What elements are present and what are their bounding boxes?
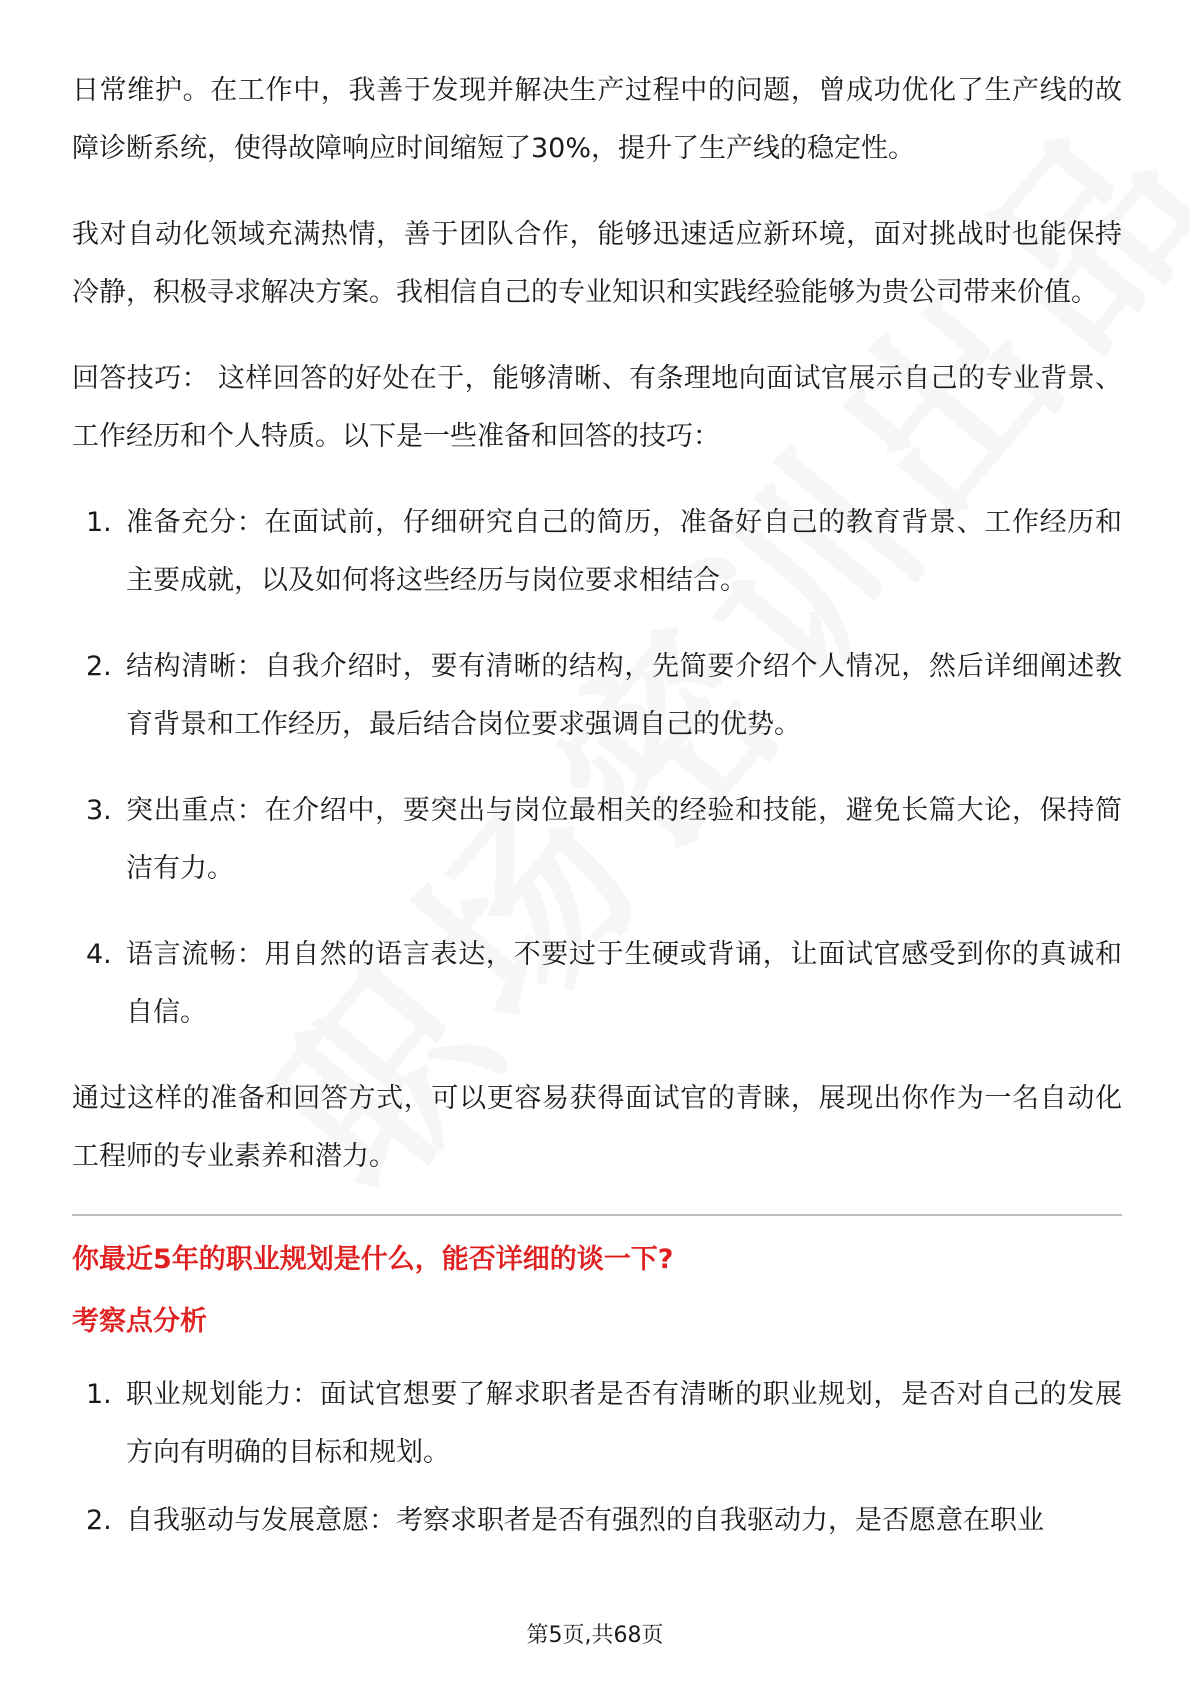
list-number: 2. [86, 651, 112, 682]
list-item [72, 782, 1122, 898]
divider [72, 1214, 1122, 1216]
list-item [72, 638, 1122, 754]
list-item [72, 494, 1122, 610]
list-number: 4. [86, 939, 112, 970]
list-number: 1. [86, 507, 112, 538]
list-text: 职业规划能力：面试官想要了解求职者是否有清晰的职业规划，是否对自己的发展方向有明确的目标和规划。 [126, 1379, 1122, 1468]
list-number: 2. [86, 1505, 112, 1536]
conclusion-paragraph: 通过这样的准备和回答方式，可以更容易获得面试官的青睐，展现出你作为一名自动化工程师的专业素养和潜力。 [72, 1083, 1122, 1172]
list-text: 突出重点：在介绍中，要突出与岗位最相关的经验和技能，避免长篇大论，保持简洁有力。 [126, 795, 1122, 884]
analysis-list [72, 1366, 1122, 1550]
paragraph: 日常维护。在工作中，我善于发现并解决生产过程中的问题，曾成功优化了生产线的故障诊断系统，使得故障响应时间缩短了30%，提升了生产线的稳定性。 [72, 75, 1122, 164]
list-text: 结构清晰：自我介绍时，要有清晰的结构，先简要介绍个人情况，然后详细阐述教育背景和工作经历，最后结合岗位要求强调自己的优势。 [126, 651, 1122, 740]
list-item [72, 1366, 1122, 1482]
analysis-title: 考察点分析 [72, 1306, 207, 1337]
list-number: 3. [86, 795, 112, 826]
question-title: 你最近5年的职业规划是什么，能否详细的谈一下? [72, 1244, 674, 1275]
tips-list [72, 494, 1122, 1042]
list-text: 语言流畅：用自然的语言表达，不要过于生硬或背诵，让面试官感受到你的真诚和自信。 [126, 939, 1122, 1028]
list-number: 1. [86, 1379, 112, 1410]
page-footer: 第5页,共68页 [526, 1623, 664, 1648]
list-text: 自我驱动与发展意愿：考察求职者是否有强烈的自我驱动力，是否愿意在职业 [126, 1505, 1044, 1536]
list-text: 准备充分：在面试前，仔细研究自己的简历，准备好自己的教育背景、工作经历和主要成就，以及如何将这些经历与岗位要求相结合。 [126, 507, 1122, 596]
paragraph: 回答技巧： 这样回答的好处在于，能够清晰、有条理地向面试官展示自己的专业背景、工作经历和个人特质。以下是一些准备和回答的技巧： [72, 363, 1122, 452]
list-item [72, 926, 1122, 1042]
paragraph: 我对自动化领域充满热情，善于团队合作，能够迅速适应新环境，面对挑战时也能保持冷静，积极寻求解决方案。我相信自己的专业知识和实践经验能够为贵公司带来价值。 [72, 219, 1122, 308]
list-item [72, 1492, 1122, 1550]
page-content [72, 62, 1122, 1578]
